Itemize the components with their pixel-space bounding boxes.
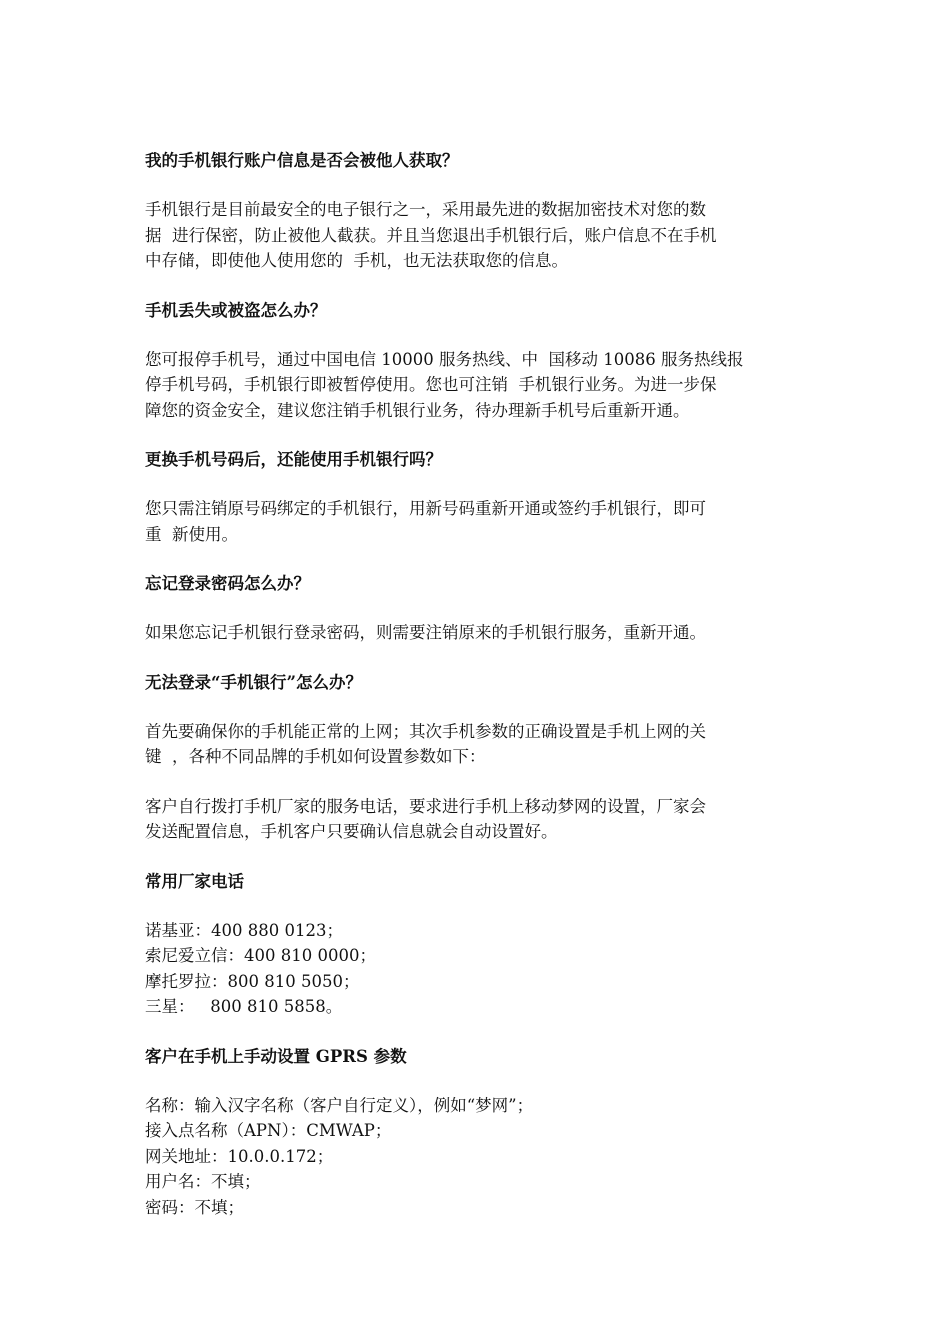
text-line: 用户名：不填；: [145, 1172, 261, 1191]
section-5-paragraph-1: [145, 719, 810, 770]
text-line: 据 进行保密，防止被他人截获。并且当您退出手机银行后，账户信息不在手机: [145, 225, 717, 245]
section-6-paragraph-1: [145, 918, 810, 1020]
text-line: 键 ，各种不同品牌的手机如何设置参数如下：: [145, 747, 486, 766]
text-line: 首先要确保你的手机能正常的上网；其次手机参数的正确设置是手机上网的关: [145, 721, 706, 741]
section-5-paragraph-2: [145, 794, 810, 845]
text-line: 接入点名称（APN）：CMWAP；: [145, 1121, 392, 1140]
text-line: 障您的资金安全，建议您注销手机银行业务，待办理新手机号后重新开通。: [145, 400, 690, 420]
section-2-paragraph-1: [145, 347, 810, 424]
text-line: 您只需注销原号码绑定的手机银行，用新号码重新开通或签约手机银行，即可: [145, 499, 706, 518]
section-4-heading: 忘记登录密码怎么办？: [145, 574, 310, 593]
text-line: 手机银行是目前最安全的电子银行之一，采用最先进的数据加密技术对您的数: [145, 200, 706, 219]
section-7-heading: 客户在手机上手动设置 GPRS 参数: [145, 1046, 407, 1066]
text-line: 停手机号码，手机银行即被暂停使用。您也可注销 手机银行业务。为进一步保: [145, 375, 717, 394]
text-line: 诺基亚：400 880 0123；: [145, 920, 343, 940]
document-page: [145, 148, 810, 1244]
section-1-heading: 我的手机银行账户信息是否会被他人获取？: [145, 151, 459, 170]
text-line: 名称：输入汉字名称（客户自行定义），例如“梦网”；: [145, 1095, 534, 1115]
text-line: 索尼爱立信：400 810 0000；: [145, 946, 376, 965]
text-line: 发送配置信息，手机客户只要确认信息就会自动设置好。: [145, 822, 558, 841]
text-line: 三星： 800 810 5858。: [145, 997, 343, 1016]
text-line: 中存储，即使他人使用您的 手机，也无法获取您的信息。: [145, 251, 568, 270]
section-3-heading: 更换手机号码后，还能使用手机银行吗？: [145, 450, 442, 469]
text-line: 如果您忘记手机银行登录密码，则需要注销原来的手机银行服务，重新开通。: [145, 623, 706, 642]
section-3-paragraph-1: [145, 496, 810, 547]
text-line: 客户自行拨打手机厂家的服务电话，要求进行手机上移动梦网的设置，厂家会: [145, 796, 706, 816]
section-7-paragraph-1: [145, 1093, 810, 1221]
text-line: 重 新使用。: [145, 524, 238, 544]
section-5-heading: 无法登录“手机银行”怎么办？: [145, 672, 362, 692]
section-2-heading: 手机丢失或被盗怎么办？: [145, 300, 327, 320]
text-line: 密码：不填；: [145, 1197, 244, 1217]
section-4-paragraph-1: [145, 620, 810, 646]
section-6-heading: 常用厂家电话: [145, 871, 244, 891]
text-line: 网关地址：10.0.0.172；: [145, 1146, 334, 1166]
text-line: 您可报停手机号，通过中国电信 10000 服务热线、中 国移动 10086 服务热线报: [145, 349, 744, 369]
section-1-paragraph-1: [145, 197, 810, 274]
text-line: 摩托罗拉：800 810 5050；: [145, 971, 360, 991]
